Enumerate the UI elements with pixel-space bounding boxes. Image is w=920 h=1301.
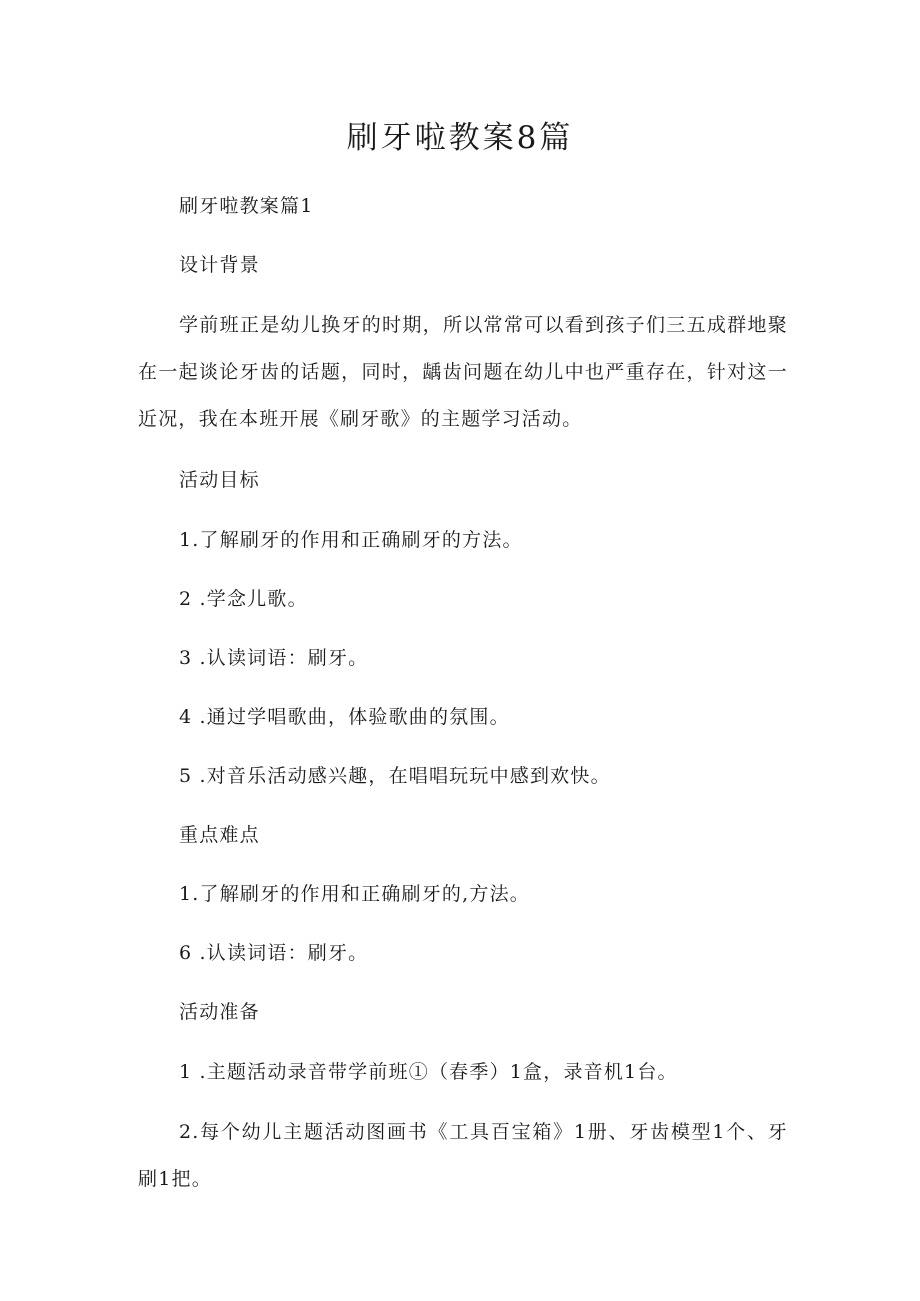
subheading-key-points: 重点难点 xyxy=(179,824,260,846)
paragraph-background-text: 学前班正是幼儿换牙的时期，所以常常可以看到孩子们三五成群地聚在一起谈论牙齿的话题，同时，龋齿问题在幼儿中也严重存在，针对这一近况，我在本班开展《刷牙歌》的主题学习活动。 xyxy=(138,314,788,430)
list-item-goal-4: 4 .通过学唱歌曲，体验歌曲的氛围。 xyxy=(179,706,510,728)
section-heading: 刷牙啦教案篇1 xyxy=(179,195,314,217)
list-item-goal-3: 3 .认读词语：刷牙。 xyxy=(179,647,369,669)
list-item-goal-2: 2 .学念儿歌。 xyxy=(179,588,308,610)
list-item-prep-1: 1 .主题活动录音带学前班①（春季）1盒，录音机1台。 xyxy=(179,1061,678,1083)
list-item-goal-1: 1.了解刷牙的作用和正确刷牙的方法。 xyxy=(179,529,523,551)
subheading-design-background: 设计背景 xyxy=(179,254,260,276)
list-item-key-2: 6 .认读词语：刷牙。 xyxy=(179,942,369,964)
list-item-key-1: 1.了解刷牙的作用和正确刷牙的,方法。 xyxy=(179,883,530,905)
subheading-preparation: 活动准备 xyxy=(179,1001,260,1023)
list-item-prep-2: 2.每个幼儿主题活动图画书《工具百宝箱》1册、牙齿模型1个、牙刷1把。 xyxy=(138,1121,788,1190)
list-item-goal-5: 5 .对音乐活动感兴趣，在唱唱玩玩中感到欢快。 xyxy=(179,765,611,787)
document-title: 刷牙啦教案8篇 xyxy=(346,120,574,156)
subheading-activity-goals: 活动目标 xyxy=(179,469,260,491)
